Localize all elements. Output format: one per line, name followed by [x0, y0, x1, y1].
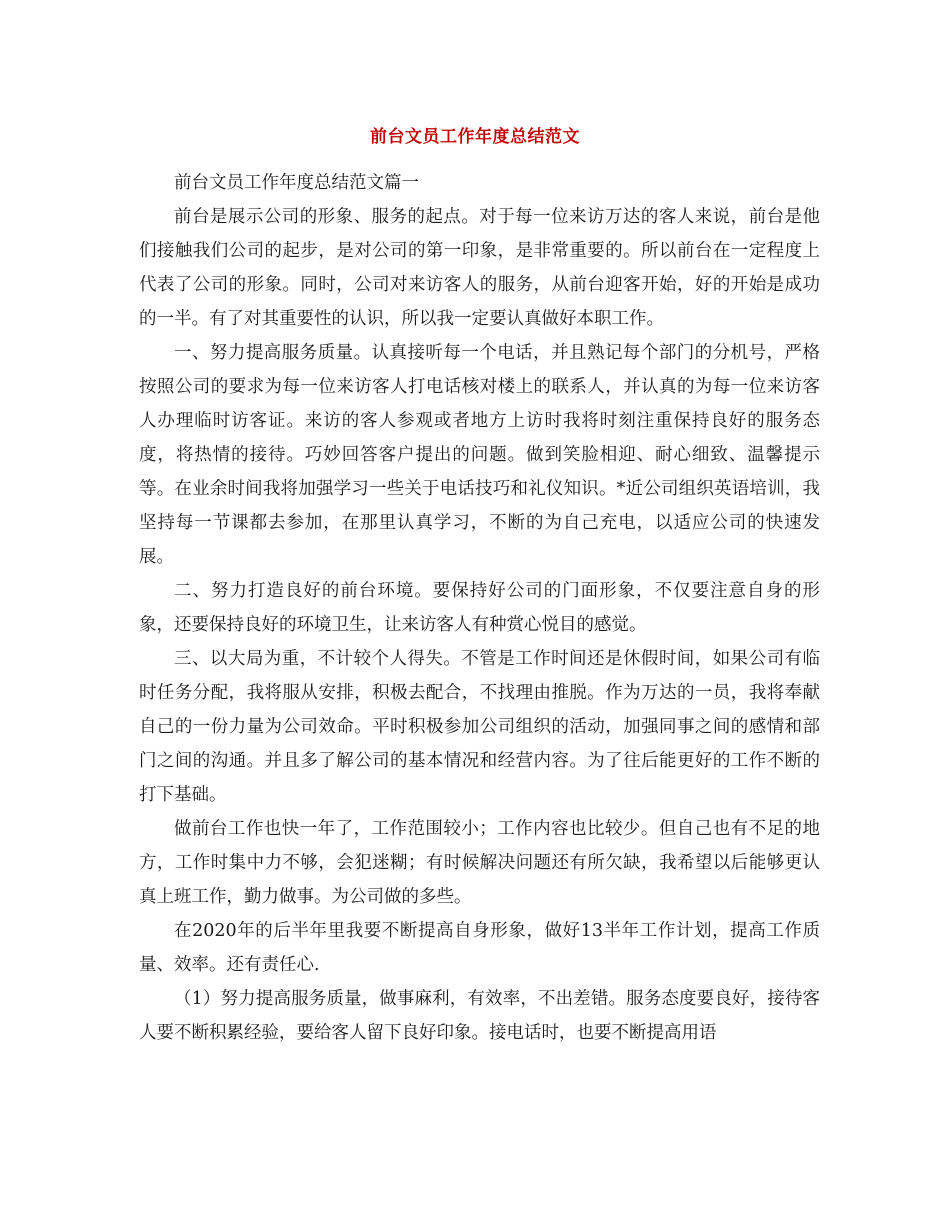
paragraph-intro: 前台是展示公司的形象、服务的起点。对于每一位来访万达的客人来说，前台是他们接触我们公司的起步，是对公司的第一印象，是非常重要的。所以前台在一定程度上代表了公司的形象。同时，公司对来访客人的服务，从前台迎客开始，好的开始是成功的一半。有了对其重要性的认识，所以我一定要认真做好本职工作。 — [139, 207, 820, 329]
paragraph-point-two: 二、努力打造良好的前台环境。要保持好公司的门面形象，不仅要注意自身的形象，还要保持良好的环境卫生，让来访客人有种赏心悦目的感觉。 — [139, 581, 820, 635]
section-heading: 前台文员工作年度总结范文篇一 — [174, 173, 419, 193]
paragraph-reflection: 做前台工作也快一年了，工作范围较小；工作内容也比较少。但自己也有不足的地方，工作时集中力不够，会犯迷糊；有时候解决问题还有所欠缺，我希望以后能够更认真上班工作，勤力做事。为公司做的多些。 — [139, 819, 820, 907]
paragraph-point-one: 一、努力提高服务质量。认真接听每一个电话，并且熟记每个部门的分机号，严格按照公司的要求为每一位来访客人打电话核对楼上的联系人，并认真的为每一位来访客人办理临时访客证。来访的客人参观或者地方上访时我将时刻注重保持良好的服务态度，将热情的接待。巧妙回答客户提出的问题。做到笑脸相迎、耐心细致、温馨提示等。在业余时间我将加强学习一些关于电话技巧和礼仪知识。*近公司组织英语培训，我坚持每一节课都去参加，在那里认真学习，不断的为自己充电，以适应公司的快速发展。 — [139, 343, 820, 567]
paragraph-plan-item-one: （1）努力提高服务质量，做事麻利，有效率，不出差错。服务态度要良好，接待客人要不断积累经验，要给客人留下良好印象。接电话时，也要不断提高用语 — [139, 989, 820, 1043]
paragraph-plan: 在2020年的后半年里我要不断提高自身形象，做好13半年工作计划，提高工作质量、效率。还有责任心. — [139, 921, 820, 975]
document-body — [139, 166, 820, 1050]
paragraph-point-three: 三、以大局为重，不计较个人得失。不管是工作时间还是休假时间，如果公司有临时任务分配，我将服从安排，积极去配合，不找理由推脱。作为万达的一员，我将奉献自己的一份力量为公司效命。平时积极参加公司组织的活动，加强同事之间的感情和部门之间的沟通。并且多了解公司的基本情况和经营内容。为了往后能更好的工作不断的打下基础。 — [139, 649, 820, 805]
document-title: 前台文员工作年度总结范文 — [370, 127, 580, 147]
